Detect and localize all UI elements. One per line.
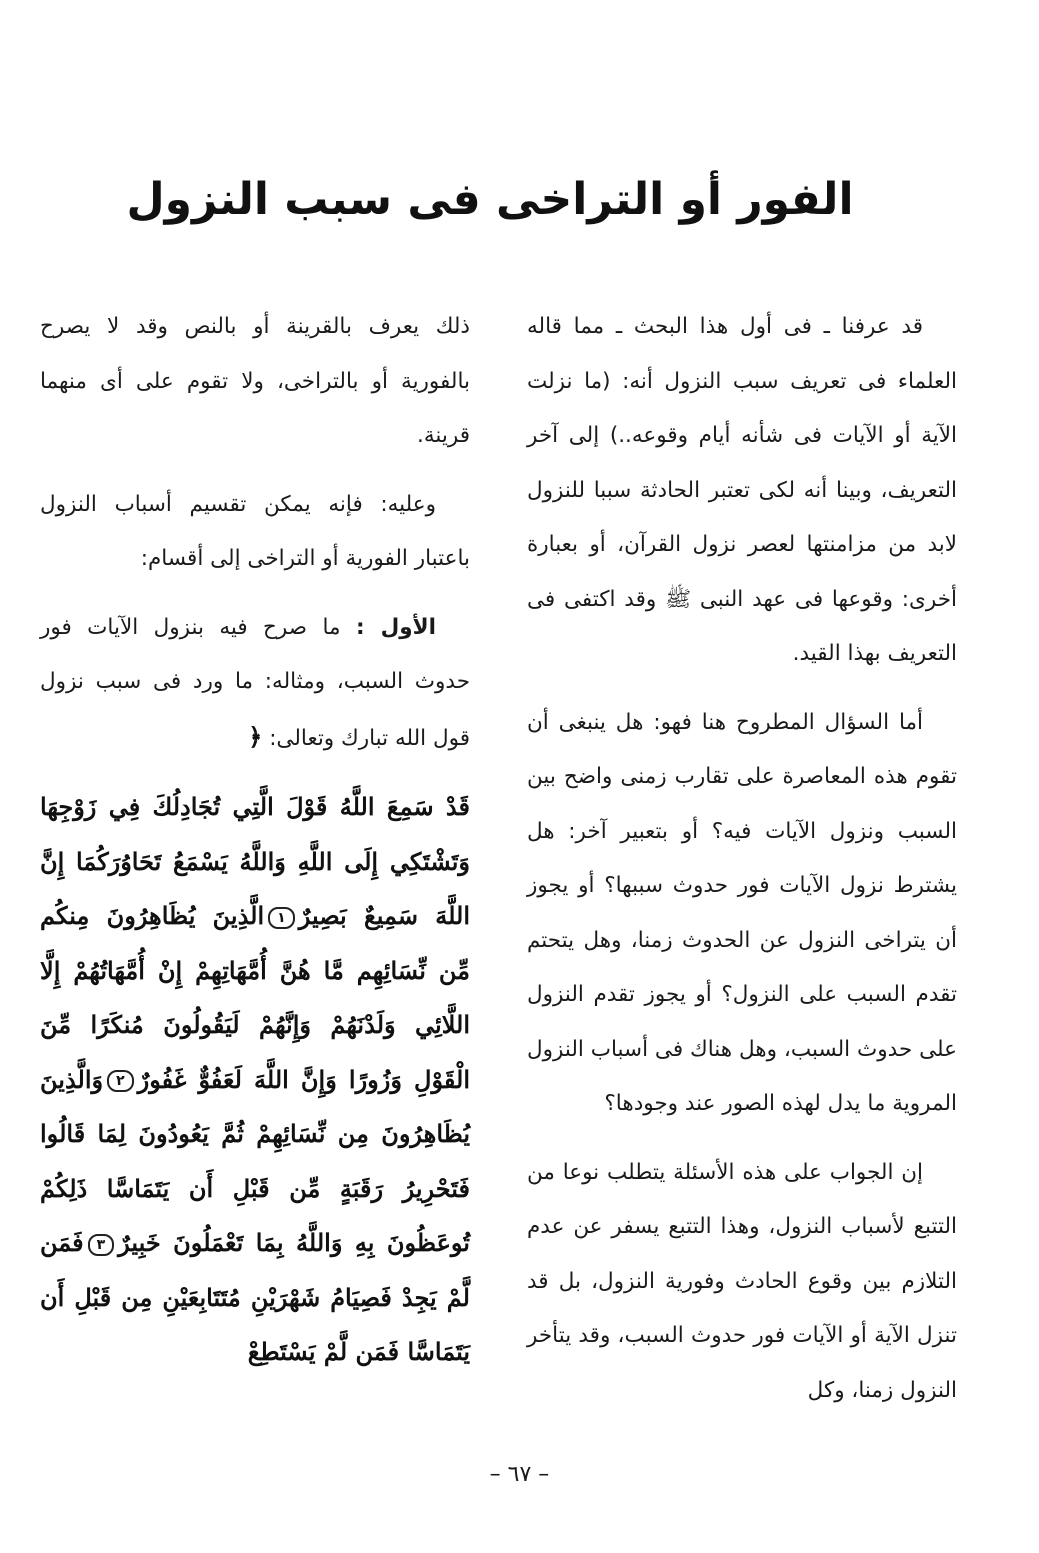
right-paragraph-2: أما السؤال المطروح هنا فهو: هل ينبغى أن تقوم هذه المعاصرة على تقارب زمنى واضح بين السبب ونزول الآيات فيه؟ أو بتعبير آخر: هل يشترط نزول الآيات فور حدوث سببها؟ أو يجوز أن يتراخى النزول عن الحدوث زمنا، وهل يتحتم تقدم السبب على النزول؟ أو يجوز تقدم النزول على حدوث السبب، وهل هناك فى أسباب النزول المروية ما يدل لهذه الصور عند وجودها؟ bbox=[527, 709, 957, 1116]
ayah-number-3: ٣ bbox=[88, 1234, 115, 1256]
verse-part-1: قَدْ سَمِعَ اللَّهُ قَوْلَ الَّتِي تُجَادِلُكَ فِي زَوْجِهَا وَتَشْتَكِي إِلَى اللَّهِ وَاللَّهُ يَسْمَعُ تَحَاوُرَكُمَا إِنَّ اللَّهَ سَمِيعٌ بَصِيرٌ bbox=[40, 792, 471, 930]
ayah-number-1: ١ bbox=[268, 907, 295, 929]
left-paragraph-1: ذلك يعرف بالقرينة أو بالنص وقد لا يصرح بالفورية أو بالتراخى، ولا تقوم على أى منهما قرينة. bbox=[40, 314, 470, 448]
right-paragraph-3: إن الجواب على هذه الأسئلة يتطلب نوعا من التتبع لأسباب النزول، وهذا التتبع يسفر عن عدم التلازم بين وقوع الحادث وفورية النزول، بل قد تنزل الآية أو الآيات فور حدوث السبب، وقد يتأخر النزول زمنا، وكل bbox=[527, 1159, 957, 1403]
chapter-title: الفور أو التراخى فى سبب النزول bbox=[126, 174, 854, 225]
verse-part-4: فَمَن لَّمْ يَجِدْ فَصِيَامُ شَهْرَيْنِ مُتَتَابِعَيْنِ مِن قَبْلِ أَن يَتَمَاسَّا فَمَن لَّمْ يَسْتَطِعْ bbox=[40, 1228, 470, 1366]
verse-open-bracket: ﴿ bbox=[248, 721, 263, 751]
right-column bbox=[527, 300, 957, 1418]
quran-verse bbox=[40, 780, 470, 1380]
page-number: – ٦٧ – bbox=[489, 1462, 550, 1487]
verse-part-3: وَالَّذِينَ يُظَاهِرُونَ مِن نِّسَائِهِمْ ثُمَّ يَعُودُونَ لِمَا قَالُوا فَتَحْرِيرُ رَقَبَةٍ مِّن قَبْلِ أَن يَتَمَاسَّا ذَلِكُمْ تُوعَظُونَ بِهِ وَاللَّهُ بِمَا تَعْمَلُونَ خَبِيرٌ bbox=[40, 1064, 470, 1257]
left-column bbox=[40, 300, 470, 1380]
left-paragraph-3 bbox=[40, 601, 470, 767]
left-paragraph-2: وعليه: فإنه يمكن تقسيم أسباب النزول باعتبار الفورية أو التراخى إلى أقسام: bbox=[40, 491, 470, 571]
verse-part-2: الَّذِينَ يُظَاهِرُونَ مِنكُم مِّن نِّسَائِهِم مَّا هُنَّ أُمَّهَاتِهِمْ إِنْ أُمَّهَاتُهُمْ إِلَّا اللَّائِي وَلَدْنَهُمْ وَإِنَّهُمْ لَيَقُولُونَ مُنكَرًا مِّنَ الْقَوْلِ وَزُورًا وَإِنَّ اللَّهَ لَعَفُوٌّ غَفُورٌ bbox=[40, 901, 470, 1094]
first-label: الأول : bbox=[355, 614, 436, 640]
ayah-number-2: ٢ bbox=[107, 1070, 134, 1092]
first-section-text: ما صرح فيه بنزول الآيات فور حدوث السبب، ومثاله: ما ورد فى سبب نزول قول الله تبارك وتعالى: bbox=[40, 614, 470, 751]
right-paragraph-1: قد عرفنا ـ فى أول هذا البحث ـ مما قاله العلماء فى تعريف سبب النزول أنه: (ما نزلت الآية أو الآيات فى شأنه أيام وقوعه..) إلى آخر التعريف، وبينا أنه لكى تعتبر الحادثة سببا للنزول لابد من مزامنتها لعصر نزول القرآن، أو بعبارة أخرى: وقوعها فى عهد النبى ﷺ وقد اكتفى فى التعريف بهذا القيد. bbox=[527, 314, 957, 666]
